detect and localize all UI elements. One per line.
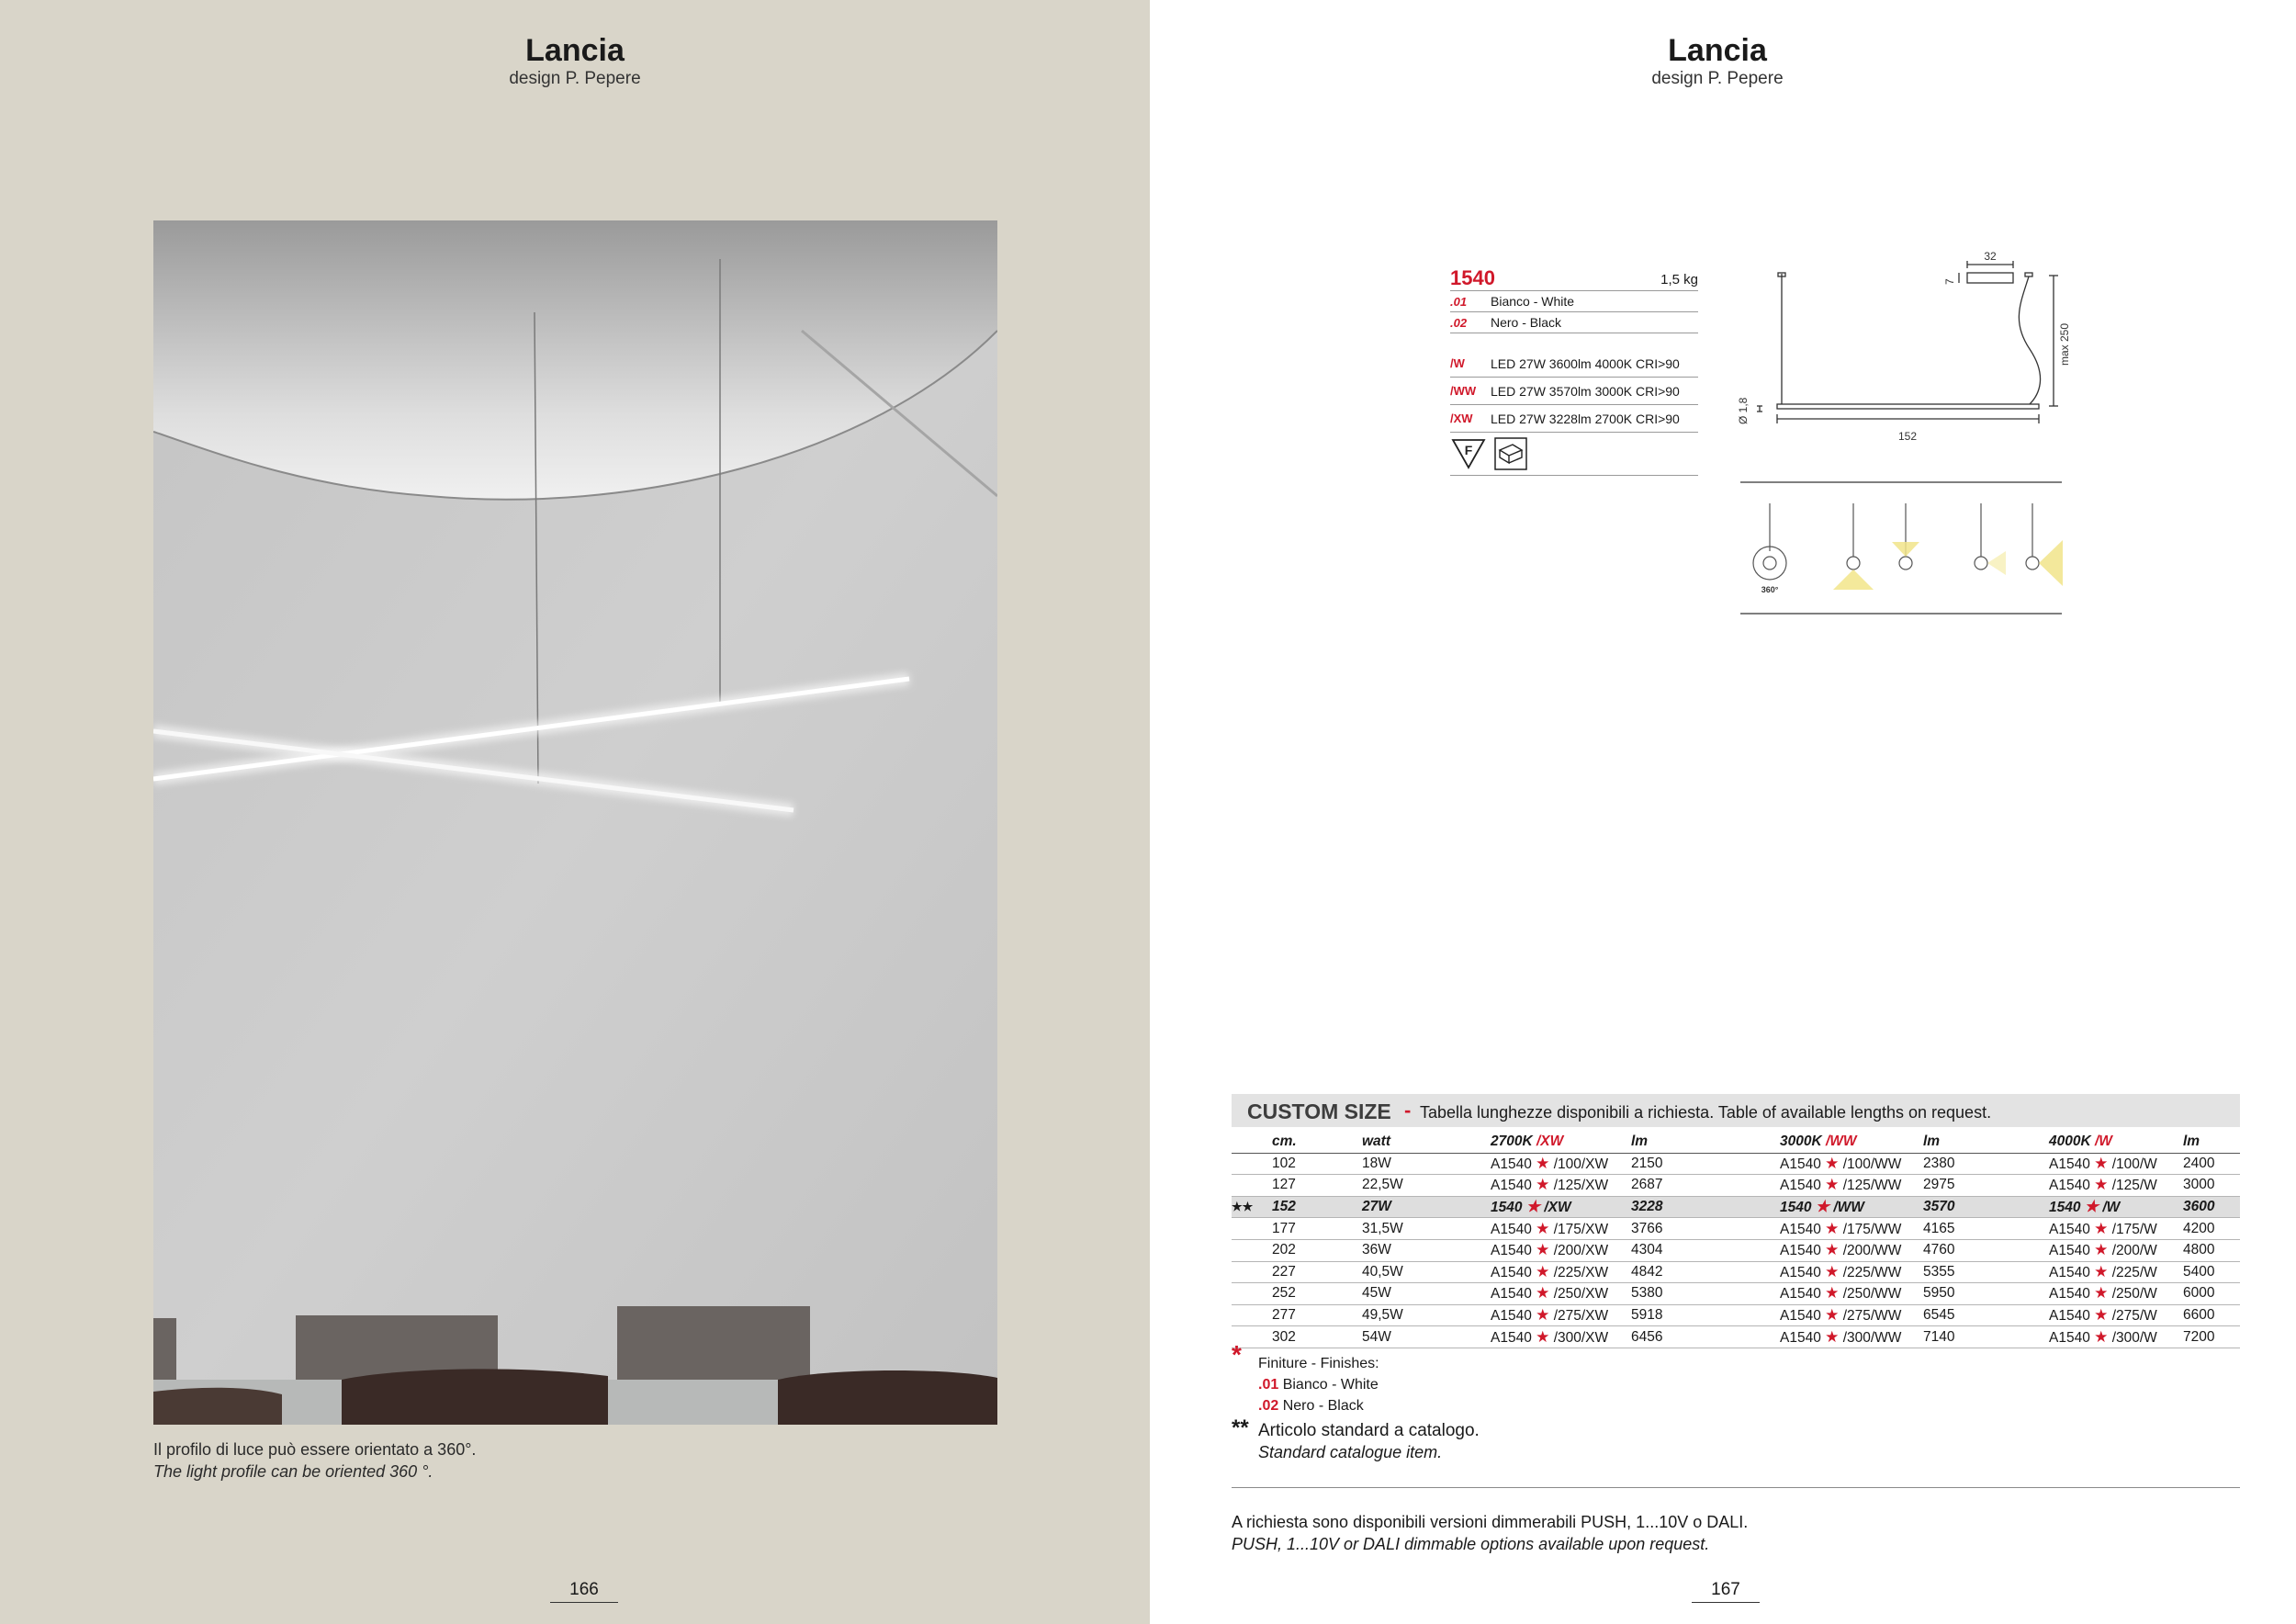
- star-icon: ★: [1825, 1241, 1840, 1259]
- dim-height-label: 7: [1943, 278, 1956, 285]
- standard-mark: [1232, 1261, 1272, 1283]
- col-cm: cm.: [1272, 1132, 1362, 1153]
- cell-watt: 36W: [1362, 1239, 1491, 1261]
- cell-code-2700k: A1540 ★ /125/XW: [1491, 1175, 1631, 1197]
- col-2700k: 2700K /XW: [1491, 1132, 1631, 1153]
- spec-block: [1450, 259, 1698, 476]
- cell-lm-2700k: 2687: [1631, 1175, 1780, 1197]
- star-icon: ★: [1536, 1176, 1550, 1194]
- dimmable-note-it: A richiesta sono disponibili versioni dimmerabili PUSH, 1...10V o DALI.: [1232, 1513, 1749, 1531]
- table-row: [1232, 1283, 2240, 1305]
- cell-code-3000k: A1540 ★ /100/WW: [1780, 1153, 1923, 1175]
- table-row: [1232, 1261, 2240, 1283]
- cert-label: F: [1464, 443, 1473, 457]
- led-label: LED 27W 3600lm 4000K CRI>90: [1491, 355, 1680, 371]
- lamp-scene-illustration: [153, 220, 997, 1425]
- star-icon: ★: [1536, 1241, 1550, 1259]
- cell-code-2700k: 1540 ★ /XW: [1491, 1196, 1631, 1218]
- cell-lm-4000k: 4200: [2183, 1218, 2240, 1240]
- cell-code-4000k: A1540 ★ /125/W: [2049, 1175, 2183, 1197]
- cell-lm-2700k: 3228: [1631, 1196, 1780, 1218]
- cell-cm: 177: [1272, 1218, 1362, 1240]
- table-row: [1232, 1196, 2240, 1218]
- cell-code-3000k: A1540 ★ /300/WW: [1780, 1326, 1923, 1348]
- custom-size-header: [1232, 1094, 2240, 1127]
- standard-mark: [1232, 1218, 1272, 1240]
- standard-mark: [1232, 1153, 1272, 1175]
- led-label: LED 27W 3570lm 3000K CRI>90: [1491, 383, 1680, 399]
- star-icon: ★: [2094, 1262, 2109, 1280]
- table-header-row: [1232, 1132, 2240, 1153]
- cell-code-2700k: A1540 ★ /200/XW: [1491, 1239, 1631, 1261]
- page-subtitle: design P. Pepere: [1651, 69, 1784, 88]
- custom-size-table: [1232, 1132, 2240, 1348]
- cell-code-3000k: 1540 ★ /WW: [1780, 1196, 1923, 1218]
- cell-lm-2700k: 2150: [1631, 1153, 1780, 1175]
- star-icon: ★: [1815, 1198, 1830, 1216]
- col-lm-3000k: lm: [1923, 1132, 2049, 1153]
- star-icon: ★: [2094, 1284, 2109, 1303]
- cell-lm-3000k: 4165: [1923, 1218, 2049, 1240]
- cell-lm-2700k: 5380: [1631, 1283, 1780, 1305]
- star-icon: ★: [1825, 1154, 1840, 1172]
- cell-watt: 31,5W: [1362, 1218, 1491, 1240]
- cell-lm-3000k: 2975: [1923, 1175, 2049, 1197]
- star-icon: ★: [1825, 1284, 1840, 1303]
- cell-lm-4000k: 6600: [2183, 1304, 2240, 1326]
- table-row: [1232, 1239, 2240, 1261]
- led-code: /W: [1450, 356, 1465, 370]
- finish-code: .02: [1450, 315, 1468, 330]
- cell-watt: 18W: [1362, 1153, 1491, 1175]
- star-icon: ★: [1825, 1262, 1840, 1280]
- custom-size-title: CUSTOM SIZE: [1247, 1100, 1391, 1123]
- custom-size-dash: -: [1404, 1099, 1412, 1122]
- cell-cm: 277: [1272, 1304, 1362, 1326]
- cell-lm-3000k: 2380: [1923, 1153, 2049, 1175]
- col-lm-4000k: lm: [2183, 1132, 2240, 1153]
- page-number: 166: [550, 1580, 618, 1603]
- finishes-title: Finiture - Finishes:: [1258, 1356, 1379, 1371]
- note-star: *: [1232, 1340, 1242, 1369]
- cell-lm-3000k: 7140: [1923, 1326, 2049, 1348]
- star-icon: ★: [1536, 1154, 1550, 1172]
- led-label: LED 27W 3228lm 2700K CRI>90: [1491, 411, 1680, 426]
- led-row: [1450, 350, 1698, 378]
- caption-italian: Il profilo di luce può essere orientato a 360°.: [153, 1440, 477, 1459]
- standard-note-it: Articolo standard a catalogo.: [1258, 1421, 1480, 1440]
- cell-lm-4000k: 7200: [2183, 1326, 2240, 1348]
- finish-label: Nero - Black: [1491, 315, 1562, 330]
- star-icon: ★: [1825, 1219, 1840, 1237]
- spec-header: [1450, 259, 1698, 291]
- box-driver-icon: [1494, 437, 1527, 470]
- page-title: Lancia: [1668, 33, 1767, 68]
- cell-lm-3000k: 5950: [1923, 1283, 2049, 1305]
- cell-code-4000k: A1540 ★ /100/W: [2049, 1153, 2183, 1175]
- table-row: [1232, 1304, 2240, 1326]
- table-row: [1232, 1218, 2240, 1240]
- standard-mark: **: [1232, 1415, 1249, 1440]
- cell-watt: 49,5W: [1362, 1304, 1491, 1326]
- dim-diameter-label: Ø 1,8: [1737, 397, 1750, 424]
- cell-lm-3000k: 4760: [1923, 1239, 2049, 1261]
- cell-lm-2700k: 3766: [1631, 1218, 1780, 1240]
- star-icon: ★: [1525, 1198, 1541, 1216]
- cell-lm-2700k: 5918: [1631, 1304, 1780, 1326]
- cell-watt: 27W: [1362, 1196, 1491, 1218]
- cell-code-4000k: A1540 ★ /225/W: [2049, 1261, 2183, 1283]
- col-4000k: 4000K /W: [2049, 1132, 2183, 1153]
- cell-cm: 227: [1272, 1261, 1362, 1283]
- cell-watt: 22,5W: [1362, 1175, 1491, 1197]
- rotation-label: 360°: [1761, 585, 1779, 594]
- standard-mark: ★★: [1232, 1196, 1272, 1218]
- finish-code: .01: [1450, 294, 1468, 309]
- table-row: [1232, 1326, 2240, 1348]
- cell-lm-3000k: 5355: [1923, 1261, 2049, 1283]
- page-subtitle: design P. Pepere: [509, 69, 641, 88]
- cell-cm: 127: [1272, 1175, 1362, 1197]
- cell-code-2700k: A1540 ★ /300/XW: [1491, 1326, 1631, 1348]
- cell-watt: 45W: [1362, 1283, 1491, 1305]
- cell-code-3000k: A1540 ★ /125/WW: [1780, 1175, 1923, 1197]
- standard-mark: [1232, 1304, 1272, 1326]
- cell-code-3000k: A1540 ★ /200/WW: [1780, 1239, 1923, 1261]
- dimmable-note-en: PUSH, 1...10V or DALI dimmable options available upon request.: [1232, 1535, 1710, 1553]
- cell-watt: 54W: [1362, 1326, 1491, 1348]
- finish-label: Bianco - White: [1491, 294, 1575, 309]
- product-code: 1540: [1450, 266, 1495, 289]
- cell-code-2700k: A1540 ★ /175/XW: [1491, 1218, 1631, 1240]
- cell-cm: 202: [1272, 1239, 1362, 1261]
- cell-code-2700k: A1540 ★ /250/XW: [1491, 1283, 1631, 1305]
- cell-lm-4000k: 3600: [2183, 1196, 2240, 1218]
- star-icon: ★: [1825, 1306, 1840, 1325]
- dim-width-label: 32: [1984, 250, 1997, 263]
- cell-cm: 302: [1272, 1326, 1362, 1348]
- star-icon: ★: [1536, 1219, 1550, 1237]
- cell-code-4000k: A1540 ★ /200/W: [2049, 1239, 2183, 1261]
- star-icon: ★: [1825, 1327, 1840, 1346]
- finish-note-row: .02 Nero - Black: [1258, 1398, 1364, 1414]
- star-icon: ★: [2094, 1306, 2109, 1325]
- star-icon: ★: [2094, 1176, 2109, 1194]
- technical-drawing: [1736, 248, 2085, 625]
- cell-code-3000k: A1540 ★ /275/WW: [1780, 1304, 1923, 1326]
- product-weight: 1,5 kg: [1660, 272, 1698, 288]
- cell-cm: 252: [1272, 1283, 1362, 1305]
- cell-code-4000k: A1540 ★ /175/W: [2049, 1218, 2183, 1240]
- cert-row: [1450, 433, 1698, 476]
- dim-cable-label: max 250: [2058, 322, 2071, 366]
- star-icon: ★: [2094, 1241, 2109, 1259]
- star-icon: ★: [1825, 1176, 1840, 1194]
- custom-size-description: Tabella lunghezze disponibili a richiesta. Table of available lengths on request.: [1420, 1103, 1992, 1122]
- led-code: /WW: [1450, 384, 1477, 398]
- col-3000k: 3000K /WW: [1780, 1132, 1923, 1153]
- finish-note-row: .01 Bianco - White: [1258, 1377, 1379, 1393]
- standard-note-en: Standard catalogue item.: [1258, 1443, 1443, 1461]
- table-row: [1232, 1175, 2240, 1197]
- cell-code-3000k: A1540 ★ /225/WW: [1780, 1261, 1923, 1283]
- cell-code-2700k: A1540 ★ /100/XW: [1491, 1153, 1631, 1175]
- led-row: [1450, 378, 1698, 405]
- standard-mark: [1232, 1283, 1272, 1305]
- star-icon: ★: [1536, 1262, 1550, 1280]
- standard-mark: [1232, 1175, 1272, 1197]
- star-icon: ★: [1536, 1327, 1550, 1346]
- dim-length-label: 152: [1897, 430, 1918, 443]
- cell-code-2700k: A1540 ★ /275/XW: [1491, 1304, 1631, 1326]
- cell-code-4000k: A1540 ★ /275/W: [2049, 1304, 2183, 1326]
- cell-lm-2700k: 6456: [1631, 1326, 1780, 1348]
- table-row: [1232, 1153, 2240, 1175]
- cell-lm-3000k: 6545: [1923, 1304, 2049, 1326]
- star-icon: ★: [1536, 1306, 1550, 1325]
- cell-lm-2700k: 4842: [1631, 1261, 1780, 1283]
- product-photo: [153, 220, 997, 1425]
- standard-mark: [1232, 1239, 1272, 1261]
- star-icon: ★: [2094, 1219, 2109, 1237]
- cell-code-4000k: A1540 ★ /250/W: [2049, 1283, 2183, 1305]
- cell-lm-4000k: 6000: [2183, 1283, 2240, 1305]
- star-icon: ★: [1536, 1284, 1550, 1303]
- cell-lm-2700k: 4304: [1631, 1239, 1780, 1261]
- f-mark-icon: [1450, 437, 1487, 470]
- cell-watt: 40,5W: [1362, 1261, 1491, 1283]
- col-watt: watt: [1362, 1132, 1491, 1153]
- finish-row: [1450, 291, 1698, 312]
- led-row: [1450, 405, 1698, 433]
- col-lm-2700k: lm: [1631, 1132, 1780, 1153]
- cell-lm-4000k: 4800: [2183, 1239, 2240, 1261]
- cell-cm: 152: [1272, 1196, 1362, 1218]
- cell-code-4000k: 1540 ★ /W: [2049, 1196, 2183, 1218]
- cell-lm-4000k: 5400: [2183, 1261, 2240, 1283]
- cell-lm-3000k: 3570: [1923, 1196, 2049, 1218]
- star-icon: ★: [2094, 1154, 2109, 1172]
- cell-lm-4000k: 2400: [2183, 1153, 2240, 1175]
- finish-row: [1450, 312, 1698, 333]
- cell-lm-4000k: 3000: [2183, 1175, 2240, 1197]
- page-number: 167: [1692, 1580, 1760, 1603]
- page-title: Lancia: [525, 33, 625, 68]
- star-icon: ★: [2094, 1327, 2109, 1346]
- caption-english: The light profile can be oriented 360 °.: [153, 1462, 433, 1481]
- cell-code-2700k: A1540 ★ /225/XW: [1491, 1261, 1631, 1283]
- divider: [1232, 1487, 2240, 1488]
- led-code: /XW: [1450, 412, 1473, 425]
- cell-code-4000k: A1540 ★ /300/W: [2049, 1326, 2183, 1348]
- cell-code-3000k: A1540 ★ /175/WW: [1780, 1218, 1923, 1240]
- cell-code-3000k: A1540 ★ /250/WW: [1780, 1283, 1923, 1305]
- cell-cm: 102: [1272, 1153, 1362, 1175]
- star-icon: ★: [2084, 1198, 2099, 1216]
